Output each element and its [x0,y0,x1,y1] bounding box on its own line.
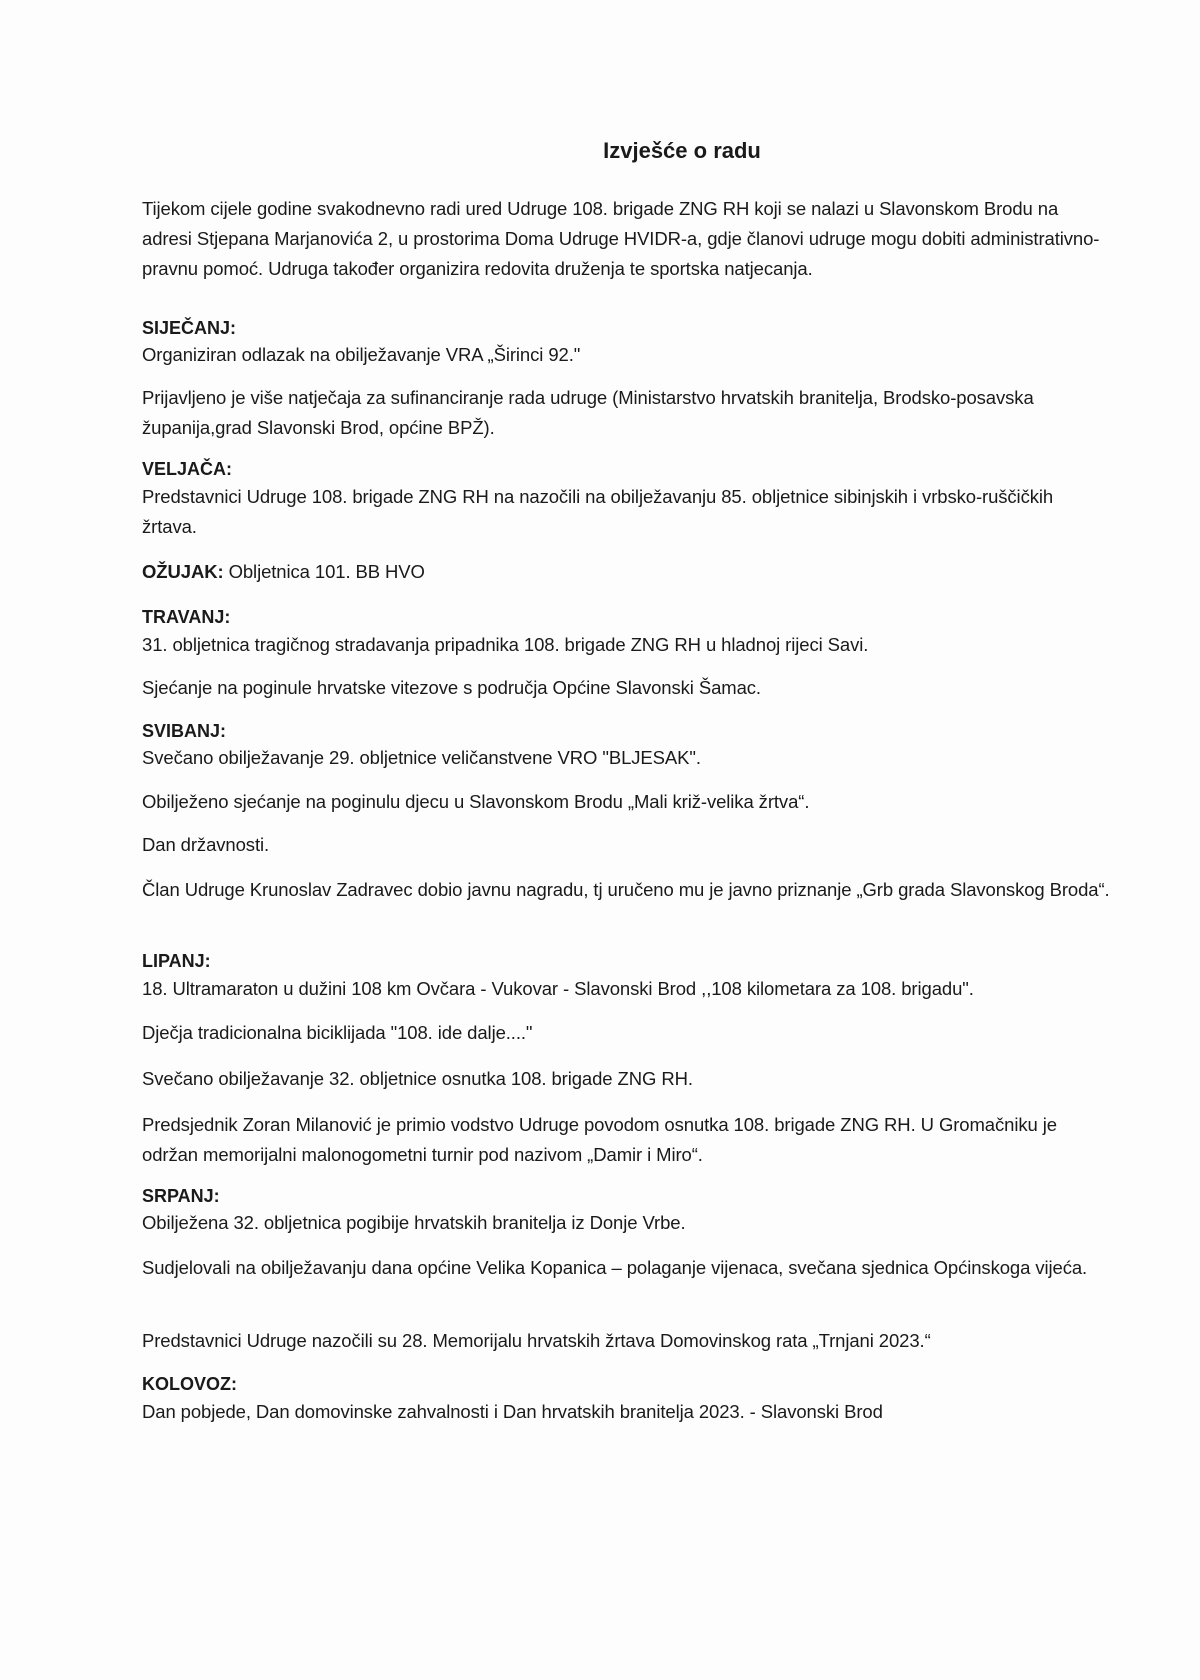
entry-paragraph: Obilježena 32. obljetnica pogibije hrvatskih branitelja iz Donje Vrbe. [142,1212,686,1233]
entry-paragraph: 18. Ultramaraton u dužini 108 km Ovčara - Vukovar - Slavonski Brod ,,108 kilometara za 108. brigadu". [142,978,974,999]
month-heading-sijecanj: SIJEČANJ: [142,318,237,338]
entry-paragraph: Dan pobjede, Dan domovinske zahvalnosti i Dan hrvatskih branitelja 2023. - Slavonski Brod [142,1401,883,1422]
month-heading-kolovoz: KOLOVOZ: [142,1374,237,1394]
month-heading-srpanj: SRPANJ: [142,1186,220,1206]
month-heading-ozujak: OŽUJAK: [142,561,224,582]
entry-paragraph: Predstavnici Udruge nazočili su 28. Memorijalu hrvatskih žrtava Domovinskog rata „Trnjani 2023.“ [142,1330,931,1351]
entry-paragraph: Predsjednik Zoran Milanović je primio vodstvo Udruge povodom osnutka 108. brigade ZNG RH. U Gromačniku je održan memorijalni malonogometni turnir pod nazivom „Damir i Miro“. [142,1114,1057,1165]
entry-paragraph: Prijavljeno je više natječaja za sufinanciranje rada udruge (Ministarstvo hrvatskih branitelja, Brodsko-posavska županija,grad Slavonski Brod, općine BPŽ). [142,387,1034,438]
month-heading-svibanj: SVIBANJ: [142,721,227,741]
month-heading-lipanj: LIPANJ: [142,951,211,971]
entry-paragraph: Svečano obilježavanje 32. obljetnice osnutka 108. brigade ZNG RH. [142,1068,693,1089]
intro-paragraph: Tijekom cijele godine svakodnevno radi ured Udruge 108. brigade ZNG RH koji se nalazi u Slavonskom Brodu na adresi Stjepana Marjanovića 2, u prostorima Doma Udruge HVIDR-a, gdje članovi udruge mogu dobiti administrativno-pravnu pomoć. Udruga također organizira redovita druženja te sportska natjecanja. [142,198,1100,279]
month-heading-travanj: TRAVANJ: [142,607,231,627]
entry-paragraph: Predstavnici Udruge 108. brigade ZNG RH na nazočili na obilježavanju 85. obljetnice sibinjskih i vrbsko-ruščičkih žrtava. [142,486,1054,537]
entry-text: Obljetnica 101. BB HVO [228,561,425,582]
document-title: Izvješće o radu [603,138,761,163]
entry-paragraph: Sudjelovali na obilježavanju dana općine Velika Kopanica – polaganje vijenaca, svečana sjednica Općinskoga vijeća. [142,1257,1088,1278]
entry-paragraph: Obilježeno sjećanje na poginulu djecu u Slavonskom Brodu „Mali križ-velika žrtva“. [142,791,810,812]
entry-paragraph: Član Udruge Krunoslav Zadravec dobio javnu nagradu, tj uručeno mu je javno priznanje „Grb grada Slavonskog Broda“. [142,879,1110,900]
entry-paragraph: Dječja tradicionalna biciklijada "108. ide dalje...." [142,1022,533,1043]
month-heading-veljaca: VELJAČA: [142,459,233,479]
entry-paragraph: Sjećanje na poginule hrvatske vitezove s područja Općine Slavonski Šamac. [142,677,761,698]
entry-paragraph: 31. obljetnica tragičnog stradavanja pripadnika 108. brigade ZNG RH u hladnoj rijeci Savi. [142,634,869,655]
entry-paragraph: Organiziran odlazak na obilježavanje VRA „Širinci 92." [142,344,581,365]
entry-paragraph-ozujak [142,557,1112,587]
entry-paragraph: Svečano obilježavanje 29. obljetnice veličanstvene VRO "BLJESAK". [142,747,701,768]
entry-paragraph: Dan državnosti. [142,834,270,855]
